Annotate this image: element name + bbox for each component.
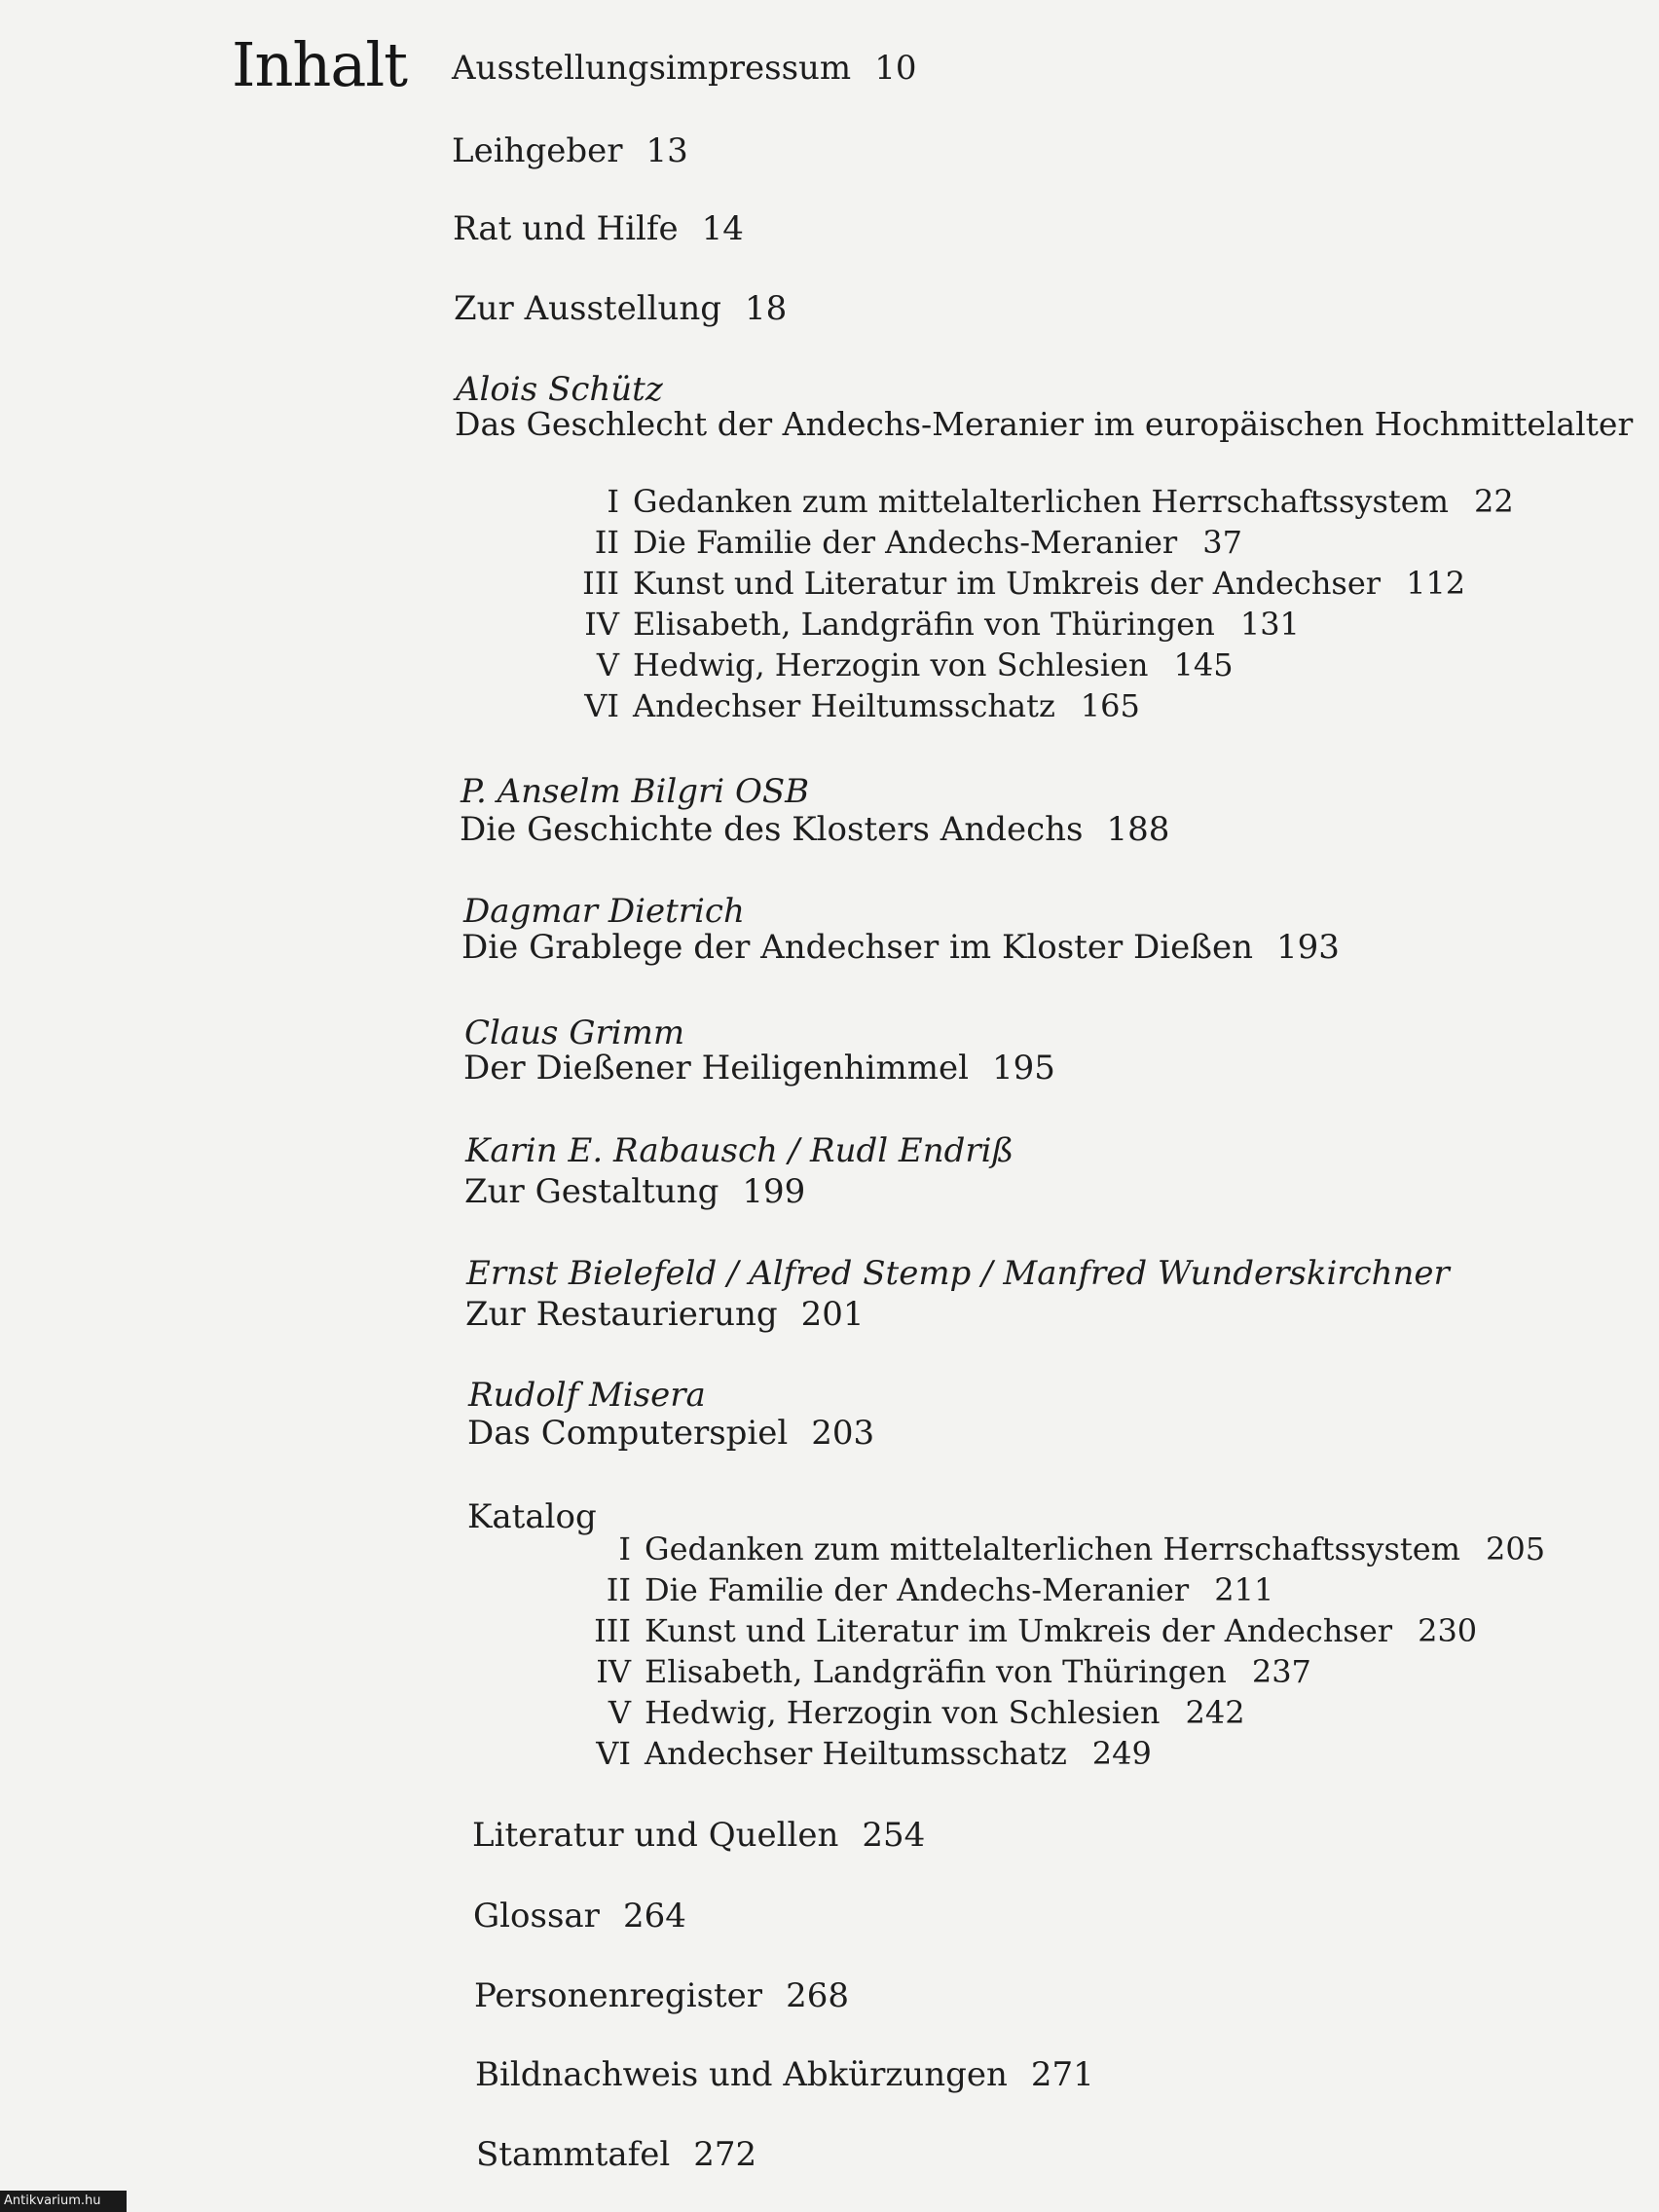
toc-entry-back-3: Bildnachweis und Abkürzungen 271 [475, 2055, 1094, 2094]
essay-entry: Der Dießener Heiligenhimmel 195 [463, 1049, 1055, 1088]
chapter-entry: V Hedwig, Herzogin von Schlesien 145 [596, 646, 1234, 683]
katalog-chapter-entry: V Hedwig, Herzogin von Schlesien 242 [608, 1694, 1245, 1731]
essay-author: Claus Grimm [464, 1014, 685, 1052]
toc-entry-back-1: Glossar 264 [473, 1897, 686, 1936]
page-title: Inhalt [232, 29, 408, 100]
toc-entry-front-2: Rat und Hilfe 14 [453, 209, 744, 248]
essay-entry: Das Computerspiel 203 [467, 1414, 875, 1453]
toc-entry-back-2: Personenregister 268 [474, 1976, 849, 2015]
essay-author: Dagmar Dietrich [463, 892, 745, 931]
katalog-heading: Katalog [467, 1497, 597, 1536]
essay-author: Rudolf Misera [468, 1376, 706, 1415]
essay-author: P. Anselm Bilgri OSB [461, 772, 810, 811]
essay-entry: Zur Restaurierung 201 [465, 1295, 865, 1334]
toc-entry-back-4: Stammtafel 272 [476, 2135, 757, 2174]
chapter-entry: VI Andechser Heiltumsschatz 165 [584, 687, 1140, 724]
chapter-entry: IV Elisabeth, Landgräfin von Thüringen 131 [584, 606, 1300, 643]
chapter-entry: I Gedanken zum mittelalterlichen Herrschaftssystem 22 [607, 483, 1514, 520]
essay-author: Alois Schütz [456, 370, 663, 409]
essay-author: Karin E. Rabausch / Rudl Endriß [465, 1131, 1014, 1170]
chapter-entry: III Kunst und Literatur im Umkreis der Andechser 112 [582, 565, 1466, 602]
katalog-chapter-entry: IV Elisabeth, Landgräfin von Thüringen 237 [596, 1653, 1311, 1690]
toc-entry-back-0: Literatur und Quellen 254 [472, 1816, 926, 1855]
essay-author: Ernst Bielefeld / Alfred Stemp / Manfred Wunderskirchner [466, 1254, 1450, 1293]
katalog-chapter-entry: III Kunst und Literatur im Umkreis der Andechser 230 [594, 1612, 1478, 1649]
toc-entry-front-1: Leihgeber 13 [452, 131, 688, 170]
toc-entry-front-0: Ausstellungsimpressum 10 [452, 49, 917, 88]
toc-entry-front-3: Zur Ausstellung 18 [454, 289, 788, 328]
chapter-entry: II Die Familie der Andechs-Meranier 37 [594, 524, 1242, 561]
katalog-chapter-entry: II Die Familie der Andechs-Meranier 211 [606, 1571, 1274, 1608]
katalog-chapter-entry: I Gedanken zum mittelalterlichen Herrschaftssystem 205 [618, 1530, 1546, 1567]
essay-entry: Die Grablege der Andechser im Kloster Dießen 193 [461, 928, 1340, 967]
watermark-label: Antikvarium.hu [0, 2191, 127, 2212]
essay-entry: Die Geschichte des Klosters Andechs 188 [460, 810, 1170, 849]
essay-title: Das Geschlecht der Andechs-Meranier im europäischen Hochmittelalter [455, 405, 1634, 443]
essay-entry: Zur Gestaltung 199 [464, 1172, 806, 1211]
katalog-chapter-entry: VI Andechser Heiltumsschatz 249 [596, 1735, 1152, 1772]
